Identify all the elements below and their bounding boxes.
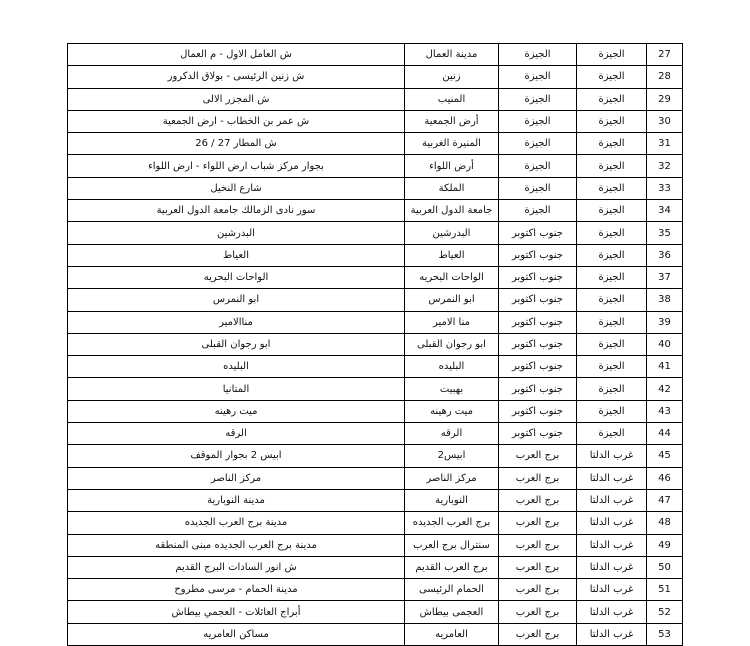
governorate-cell: الجيزة (577, 66, 647, 88)
area-cell: الواحات البحريه (405, 266, 499, 288)
governorate-cell: الجيزة (577, 44, 647, 66)
address-cell: ش المطار 27 / 26 (68, 133, 405, 155)
row-number: 48 (647, 512, 683, 534)
area-cell: مركز الناصر (405, 467, 499, 489)
address-cell: الرقه (68, 423, 405, 445)
table-body (68, 44, 683, 646)
table-row (68, 467, 683, 489)
table-row (68, 44, 683, 66)
row-number: 28 (647, 66, 683, 88)
area-cell: جامعة الدول العربية (405, 200, 499, 222)
area-cell: ابو رجوان القبلى (405, 333, 499, 355)
table-row (68, 289, 683, 311)
sector-cell: الجيزة (499, 155, 577, 177)
row-number: 41 (647, 356, 683, 378)
row-number: 50 (647, 556, 683, 578)
address-cell: ميت رهينه (68, 400, 405, 422)
area-cell: مدينة العمال (405, 44, 499, 66)
row-number: 32 (647, 155, 683, 177)
governorate-cell: الجيزة (577, 200, 647, 222)
address-cell: البدرشين (68, 222, 405, 244)
governorate-cell: غرب الدلتا (577, 534, 647, 556)
row-number: 30 (647, 110, 683, 132)
address-cell: مناالامير (68, 311, 405, 333)
table-row (68, 177, 683, 199)
table-row (68, 601, 683, 623)
sector-cell: الجيزة (499, 177, 577, 199)
governorate-cell: غرب الدلتا (577, 556, 647, 578)
governorate-cell: الجيزة (577, 289, 647, 311)
governorate-cell: الجيزة (577, 311, 647, 333)
address-cell: ش العامل الاول - م العمال (68, 44, 405, 66)
governorate-cell: غرب الدلتا (577, 467, 647, 489)
table-row (68, 266, 683, 288)
governorate-cell: الجيزة (577, 356, 647, 378)
row-number: 34 (647, 200, 683, 222)
sector-cell: جنوب اكتوبر (499, 423, 577, 445)
table-row (68, 556, 683, 578)
address-cell: شارع النخيل (68, 177, 405, 199)
sector-cell: جنوب اكتوبر (499, 378, 577, 400)
governorate-cell: الجيزة (577, 333, 647, 355)
area-cell: البدرشين (405, 222, 499, 244)
sector-cell: جنوب اكتوبر (499, 333, 577, 355)
row-number: 39 (647, 311, 683, 333)
governorate-cell: الجيزة (577, 244, 647, 266)
area-cell: ابيس2 (405, 445, 499, 467)
table-row (68, 222, 683, 244)
sector-cell: جنوب اكتوبر (499, 400, 577, 422)
area-cell: ميت رهينه (405, 400, 499, 422)
area-cell: الحمام الرئيسى (405, 579, 499, 601)
locations-table (67, 43, 683, 646)
row-number: 44 (647, 423, 683, 445)
row-number: 45 (647, 445, 683, 467)
area-cell: الملكة (405, 177, 499, 199)
address-cell: الواحات البحريه (68, 266, 405, 288)
row-number: 29 (647, 88, 683, 110)
area-cell: برج العرب القديم (405, 556, 499, 578)
sector-cell: برج العرب (499, 601, 577, 623)
area-cell: العامريه (405, 623, 499, 645)
address-cell: مدينة الحمام - مرسى مطروح (68, 579, 405, 601)
area-cell: النوبارية (405, 489, 499, 511)
row-number: 38 (647, 289, 683, 311)
address-cell: ابو النمرس (68, 289, 405, 311)
sector-cell: برج العرب (499, 512, 577, 534)
table-row (68, 378, 683, 400)
table-row (68, 66, 683, 88)
table-row (68, 489, 683, 511)
row-number: 36 (647, 244, 683, 266)
area-cell: المنيرة الغربية (405, 133, 499, 155)
row-number: 27 (647, 44, 683, 66)
table-row (68, 579, 683, 601)
address-cell: مدينة النوبارية (68, 489, 405, 511)
sector-cell: الجيزة (499, 66, 577, 88)
document-page (67, 43, 683, 646)
address-cell: البليده (68, 356, 405, 378)
area-cell: ابو النمرس (405, 289, 499, 311)
row-number: 40 (647, 333, 683, 355)
row-number: 43 (647, 400, 683, 422)
address-cell: مساكن العامريه (68, 623, 405, 645)
governorate-cell: غرب الدلتا (577, 512, 647, 534)
sector-cell: الجيزة (499, 200, 577, 222)
governorate-cell: الجيزة (577, 266, 647, 288)
sector-cell: الجيزة (499, 88, 577, 110)
governorate-cell: غرب الدلتا (577, 579, 647, 601)
address-cell: المتانيا (68, 378, 405, 400)
governorate-cell: الجيزة (577, 423, 647, 445)
table-row (68, 200, 683, 222)
table-row (68, 623, 683, 645)
table-row (68, 512, 683, 534)
governorate-cell: غرب الدلتا (577, 623, 647, 645)
row-number: 33 (647, 177, 683, 199)
sector-cell: جنوب اكتوبر (499, 311, 577, 333)
sector-cell: برج العرب (499, 623, 577, 645)
governorate-cell: غرب الدلتا (577, 489, 647, 511)
sector-cell: جنوب اكتوبر (499, 356, 577, 378)
address-cell: ش زنين الرئيسى - بولاق الدكرور (68, 66, 405, 88)
governorate-cell: الجيزة (577, 155, 647, 177)
address-cell: ش المجزر الالى (68, 88, 405, 110)
sector-cell: برج العرب (499, 467, 577, 489)
sector-cell: الجيزة (499, 110, 577, 132)
sector-cell: برج العرب (499, 534, 577, 556)
sector-cell: جنوب اكتوبر (499, 222, 577, 244)
address-cell: العياط (68, 244, 405, 266)
area-cell: أرض اللواء (405, 155, 499, 177)
table-row (68, 333, 683, 355)
address-cell: مدينة برج العرب الجديده (68, 512, 405, 534)
row-number: 31 (647, 133, 683, 155)
address-cell: مركز الناصر (68, 467, 405, 489)
row-number: 52 (647, 601, 683, 623)
table-row (68, 133, 683, 155)
sector-cell: برج العرب (499, 489, 577, 511)
row-number: 49 (647, 534, 683, 556)
area-cell: بهبيت (405, 378, 499, 400)
area-cell: العجمى بيطاش (405, 601, 499, 623)
area-cell: البليده (405, 356, 499, 378)
address-cell: ابو رجوان القبلى (68, 333, 405, 355)
sector-cell: برج العرب (499, 579, 577, 601)
area-cell: منا الامير (405, 311, 499, 333)
sector-cell: برج العرب (499, 556, 577, 578)
table-row (68, 110, 683, 132)
area-cell: المنيب (405, 88, 499, 110)
sector-cell: برج العرب (499, 445, 577, 467)
address-cell: ابيس 2 بجوار الموقف (68, 445, 405, 467)
row-number: 42 (647, 378, 683, 400)
governorate-cell: غرب الدلتا (577, 601, 647, 623)
address-cell: ش انور السادات البرج القديم (68, 556, 405, 578)
governorate-cell: غرب الدلتا (577, 445, 647, 467)
sector-cell: جنوب اكتوبر (499, 244, 577, 266)
sector-cell: جنوب اكتوبر (499, 289, 577, 311)
area-cell: الرقه (405, 423, 499, 445)
address-cell: ش عمر بن الخطاب - ارض الجمعية (68, 110, 405, 132)
address-cell: بجوار مركز شباب ارض اللواء - ارض اللواء (68, 155, 405, 177)
governorate-cell: الجيزة (577, 222, 647, 244)
governorate-cell: الجيزة (577, 400, 647, 422)
table-row (68, 311, 683, 333)
table-row (68, 155, 683, 177)
governorate-cell: الجيزة (577, 110, 647, 132)
area-cell: العياط (405, 244, 499, 266)
table-row (68, 88, 683, 110)
governorate-cell: الجيزة (577, 133, 647, 155)
address-cell: سور نادى الزمالك جامعة الدول العربية (68, 200, 405, 222)
governorate-cell: الجيزة (577, 88, 647, 110)
address-cell: أبراج العائلات - العجمي بيطاش (68, 601, 405, 623)
row-number: 35 (647, 222, 683, 244)
sector-cell: جنوب اكتوبر (499, 266, 577, 288)
governorate-cell: الجيزة (577, 177, 647, 199)
row-number: 53 (647, 623, 683, 645)
row-number: 46 (647, 467, 683, 489)
row-number: 51 (647, 579, 683, 601)
table-row (68, 356, 683, 378)
row-number: 37 (647, 266, 683, 288)
sector-cell: الجيزة (499, 133, 577, 155)
area-cell: سنترال برج العرب (405, 534, 499, 556)
governorate-cell: الجيزة (577, 378, 647, 400)
area-cell: زنين (405, 66, 499, 88)
table-row (68, 244, 683, 266)
table-row (68, 534, 683, 556)
area-cell: برج العرب الجديده (405, 512, 499, 534)
table-row (68, 400, 683, 422)
table-row (68, 445, 683, 467)
sector-cell: الجيزة (499, 44, 577, 66)
table-row (68, 423, 683, 445)
row-number: 47 (647, 489, 683, 511)
area-cell: أرض الجمعية (405, 110, 499, 132)
address-cell: مدينة برج العرب الجديده مبنى المنطقه (68, 534, 405, 556)
